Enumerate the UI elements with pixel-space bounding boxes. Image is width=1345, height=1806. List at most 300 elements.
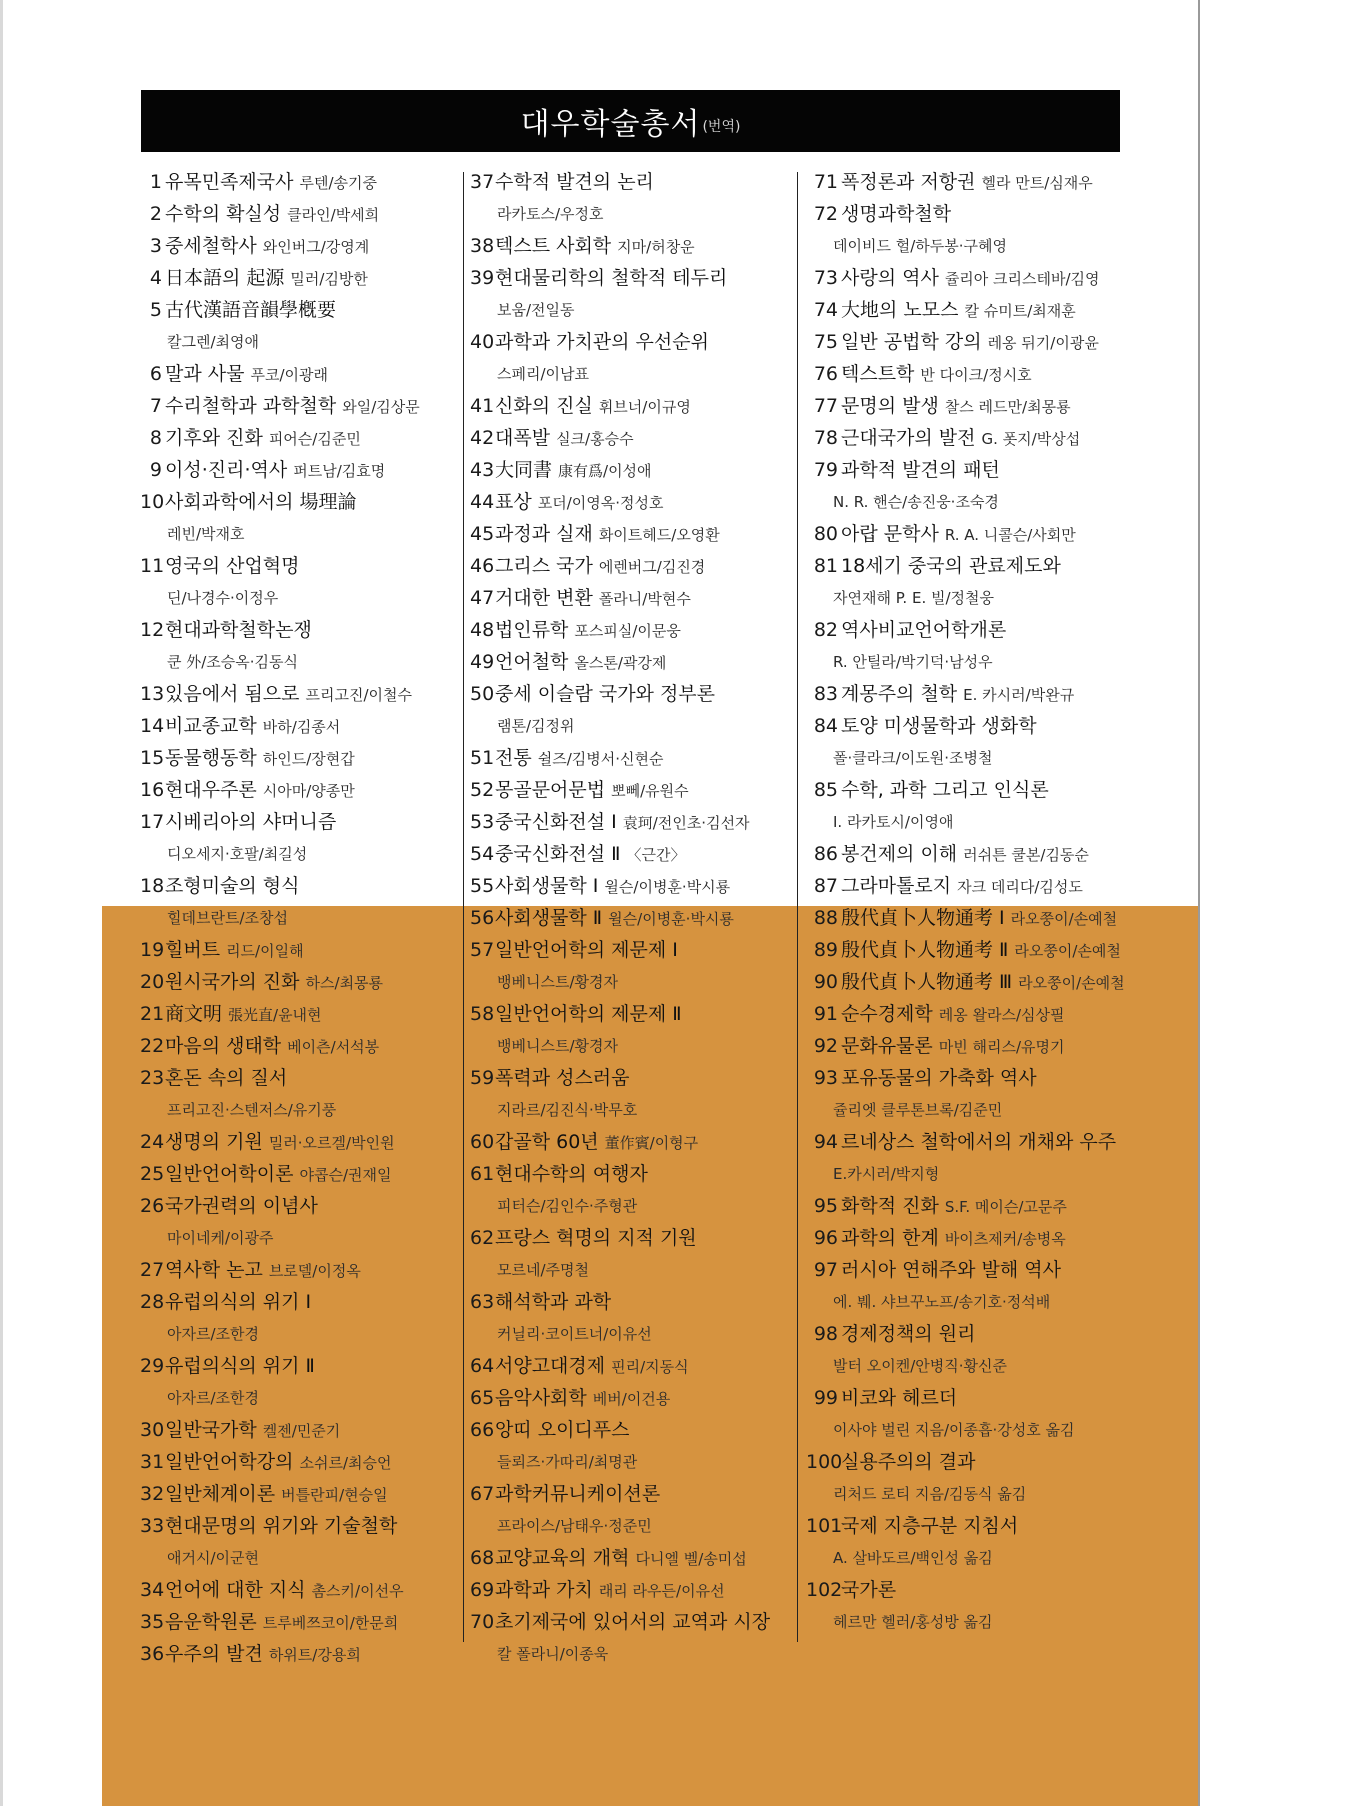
book-entry bbox=[140, 1446, 456, 1478]
book-entry-main-line bbox=[140, 1190, 456, 1222]
book-author-translator: 밀러/김방한 bbox=[290, 270, 368, 288]
book-entry-main-line bbox=[470, 1126, 790, 1158]
book-entry-main-line bbox=[470, 614, 790, 646]
book-title: 음운학원론 bbox=[165, 1611, 257, 1633]
book-author-translator: 포더/이영옥·정성호 bbox=[537, 494, 664, 512]
book-entry-main-line bbox=[806, 774, 1136, 806]
book-author-translator: 베버/이건용 bbox=[592, 1390, 671, 1408]
book-author-translator-line: 피터슨/김인수·주형관 bbox=[497, 1197, 638, 1215]
book-number: 9 bbox=[149, 459, 162, 481]
book-number: 30 bbox=[140, 1419, 165, 1441]
book-entry-main-line bbox=[140, 742, 456, 774]
book-title: 서양고대경제 bbox=[495, 1355, 606, 1377]
book-author-translator: 브로델/이정옥 bbox=[268, 1262, 361, 1280]
book-author-translator-line: 쿤 外/조승옥·김동식 bbox=[167, 653, 299, 671]
book-entry-main-line bbox=[806, 870, 1136, 902]
book-entry bbox=[140, 966, 456, 998]
book-author-translator: 실크/홍승수 bbox=[556, 430, 634, 448]
book-entry bbox=[470, 806, 790, 838]
book-number: 89 bbox=[813, 939, 838, 961]
book-entry-main-line bbox=[470, 1542, 790, 1574]
book-entry-main-line bbox=[140, 1606, 456, 1638]
book-number: 38 bbox=[470, 235, 495, 257]
book-entry-main-line bbox=[806, 1030, 1136, 1062]
book-number: 68 bbox=[470, 1547, 495, 1569]
book-number: 55 bbox=[470, 875, 495, 897]
book-entry bbox=[140, 1286, 456, 1350]
book-entry-main-line bbox=[140, 1638, 456, 1670]
book-title: 갑골학 60년 bbox=[495, 1131, 599, 1153]
book-author-translator: G. 폿지/박상섭 bbox=[981, 430, 1081, 448]
book-number: 50 bbox=[470, 683, 495, 705]
book-title: 조형미술의 형식 bbox=[165, 875, 300, 897]
book-author-translator: 董作賓/이형구 bbox=[604, 1134, 699, 1152]
book-title: 일반체계이론 bbox=[165, 1483, 276, 1505]
book-entry bbox=[806, 422, 1136, 454]
book-title: 일반 공법학 강의 bbox=[841, 331, 982, 353]
book-number: 37 bbox=[470, 171, 495, 193]
book-entry-main-line bbox=[806, 326, 1136, 358]
book-entry-main-line bbox=[140, 1158, 456, 1190]
book-author-translator-line: E.카시러/박지형 bbox=[833, 1165, 940, 1183]
book-title: 표상 bbox=[495, 491, 532, 513]
book-entry-main-line bbox=[140, 774, 456, 806]
book-title: 중국신화전설 Ⅰ bbox=[495, 811, 617, 833]
book-entry bbox=[140, 166, 456, 198]
book-entry-main-line bbox=[806, 1126, 1136, 1158]
book-title: 과학과 가치 bbox=[495, 1579, 593, 1601]
book-title: 해석학과 과학 bbox=[495, 1291, 612, 1313]
book-entry-main-line bbox=[470, 870, 790, 902]
book-author-translator: 프리고진/이철수 bbox=[305, 686, 413, 704]
book-entry bbox=[140, 1062, 456, 1126]
book-entry bbox=[806, 1574, 1136, 1638]
book-author-translator-line: 에. 붸. 샤브꾸노프/송기호·정석배 bbox=[833, 1293, 1051, 1311]
book-entry-main-line bbox=[140, 1478, 456, 1510]
book-entry-main-line bbox=[470, 326, 790, 358]
book-number: 87 bbox=[813, 875, 838, 897]
book-entry bbox=[470, 1606, 790, 1670]
book-entry-main-line bbox=[806, 390, 1136, 422]
book-title: 현대과학철학논쟁 bbox=[165, 619, 312, 641]
book-number: 91 bbox=[813, 1003, 838, 1025]
page-left-edge bbox=[0, 0, 3, 1806]
book-title: 힐버트 bbox=[165, 939, 221, 961]
book-entry-main-line bbox=[470, 1350, 790, 1382]
book-number: 7 bbox=[149, 395, 162, 417]
book-entry-main-line bbox=[470, 742, 790, 774]
book-number: 66 bbox=[470, 1419, 495, 1441]
book-number: 13 bbox=[140, 683, 165, 705]
book-entry-main-line bbox=[470, 166, 790, 198]
book-title: 아랍 문학사 bbox=[841, 523, 939, 545]
book-author-translator: 다니엘 벨/송미섭 bbox=[635, 1550, 747, 1568]
book-title: 시베리아의 샤머니즘 bbox=[165, 811, 337, 833]
book-list-column-3 bbox=[806, 166, 1136, 1638]
book-entry-main-line bbox=[140, 486, 456, 518]
book-entry bbox=[140, 454, 456, 486]
book-entry-main-line bbox=[806, 198, 1136, 230]
book-number: 8 bbox=[149, 427, 162, 449]
book-number: 88 bbox=[813, 907, 838, 929]
book-author-translator: 에렌버그/김진경 bbox=[598, 558, 706, 576]
book-author-translator: 레옹 뒤기/이광윤 bbox=[987, 334, 1099, 352]
book-number: 77 bbox=[813, 395, 838, 417]
book-entry bbox=[806, 1126, 1136, 1190]
book-entry bbox=[140, 390, 456, 422]
book-entry bbox=[806, 1446, 1136, 1510]
book-entry bbox=[806, 294, 1136, 326]
book-entry bbox=[140, 678, 456, 710]
book-number: 3 bbox=[149, 235, 162, 257]
book-number: 60 bbox=[470, 1131, 495, 1153]
book-author-translator: S.F. 메이슨/고문주 bbox=[944, 1198, 1067, 1216]
book-author-translator: 〈근간〉 bbox=[626, 846, 686, 864]
book-title: 역사비교언어학개론 bbox=[841, 619, 1007, 641]
book-author-translator: 라오쭝이/손예철 bbox=[1018, 974, 1125, 992]
book-entry-main-line bbox=[140, 262, 456, 294]
book-entry bbox=[140, 294, 456, 358]
book-title: 현대물리학의 철학적 테두리 bbox=[495, 267, 728, 289]
book-author-translator: 하스/최몽룡 bbox=[305, 974, 384, 992]
book-entry bbox=[140, 1158, 456, 1190]
book-entry bbox=[806, 934, 1136, 966]
book-entry bbox=[140, 710, 456, 742]
book-entry bbox=[140, 774, 456, 806]
book-entry bbox=[140, 934, 456, 966]
book-title: 초기제국에 있어서의 교역과 시장 bbox=[495, 1611, 771, 1633]
book-author-translator: 휘브너/이규영 bbox=[598, 398, 691, 416]
book-author-translator: 지마/허창운 bbox=[617, 238, 695, 256]
book-list-column-1 bbox=[140, 166, 456, 1670]
book-number: 31 bbox=[140, 1451, 165, 1473]
book-number: 41 bbox=[470, 395, 495, 417]
book-entry-main-line bbox=[470, 550, 790, 582]
book-number: 4 bbox=[149, 267, 162, 289]
book-entry-main-line bbox=[806, 166, 1136, 198]
book-title: 과학커뮤니케이션론 bbox=[495, 1483, 661, 1505]
series-title-bar bbox=[141, 90, 1120, 152]
book-entry-main-line bbox=[470, 454, 790, 486]
book-title: 러시아 연해주와 발해 역사 bbox=[841, 1259, 1062, 1281]
book-author-translator-line: 데이비드 헐/하두봉·구혜영 bbox=[833, 237, 1007, 255]
book-number: 33 bbox=[140, 1515, 165, 1537]
book-title: 앙띠 오이디푸스 bbox=[495, 1419, 630, 1441]
book-entry bbox=[806, 710, 1136, 774]
book-author-translator: 레옹 왈라스/심상필 bbox=[938, 1006, 1065, 1024]
book-entry-main-line bbox=[140, 998, 456, 1030]
book-entry bbox=[470, 390, 790, 422]
book-author-translator-line: 프라이스/남태우·정준민 bbox=[497, 1517, 652, 1535]
book-title: 순수경제학 bbox=[841, 1003, 933, 1025]
book-entry-main-line bbox=[140, 678, 456, 710]
book-title: 마음의 생태학 bbox=[165, 1035, 282, 1057]
book-entry bbox=[806, 678, 1136, 710]
book-author-translator-line: 아자르/조한경 bbox=[167, 1325, 259, 1343]
book-author-translator-line: 프리고진·스텐저스/유기풍 bbox=[167, 1101, 337, 1119]
book-entry bbox=[470, 550, 790, 582]
book-entry-main-line bbox=[806, 998, 1136, 1030]
book-title: 수학적 발견의 논리 bbox=[495, 171, 654, 193]
book-entry-main-line bbox=[140, 454, 456, 486]
book-author-translator: 피어슨/김준민 bbox=[268, 430, 361, 448]
book-title: 그리스 국가 bbox=[495, 555, 593, 577]
book-entry-main-line bbox=[140, 1446, 456, 1478]
book-number: 75 bbox=[813, 331, 838, 353]
book-number: 81 bbox=[813, 555, 838, 577]
series-title: 대우학술총서 bbox=[520, 107, 701, 142]
book-entry bbox=[806, 966, 1136, 998]
book-entry-main-line bbox=[140, 294, 456, 326]
book-entry bbox=[470, 742, 790, 774]
book-entry bbox=[470, 1478, 790, 1542]
book-number: 59 bbox=[470, 1067, 495, 1089]
book-entry-main-line bbox=[806, 934, 1136, 966]
book-entry-main-line bbox=[140, 1350, 456, 1382]
book-number: 25 bbox=[140, 1163, 165, 1185]
book-entry-main-line bbox=[140, 1414, 456, 1446]
book-entry bbox=[470, 1414, 790, 1478]
book-entry bbox=[140, 998, 456, 1030]
book-title: 殷代貞卜人物通考 Ⅲ bbox=[841, 971, 1013, 993]
book-number: 92 bbox=[813, 1035, 838, 1057]
book-author-translator-line: 보움/전일동 bbox=[497, 301, 575, 319]
book-number: 76 bbox=[813, 363, 838, 385]
book-author-translator: 푸코/이광래 bbox=[250, 366, 328, 384]
book-number: 101 bbox=[806, 1515, 843, 1537]
book-entry bbox=[470, 518, 790, 550]
book-title: 商文明 bbox=[165, 1003, 223, 1025]
book-author-translator-line: 뱅베니스트/황경자 bbox=[497, 973, 618, 991]
book-entry-main-line bbox=[470, 774, 790, 806]
book-entry-main-line bbox=[140, 390, 456, 422]
book-entry-main-line bbox=[470, 902, 790, 934]
column-divider-1 bbox=[463, 172, 464, 1642]
book-entry-main-line bbox=[470, 1062, 790, 1094]
book-entry bbox=[806, 1254, 1136, 1318]
book-title: 영국의 산업혁명 bbox=[165, 555, 300, 577]
book-entry bbox=[806, 838, 1136, 870]
book-title: 일반언어학의 제문제 Ⅰ bbox=[495, 939, 678, 961]
book-author-translator: 칼 슈미트/최재훈 bbox=[964, 302, 1076, 320]
book-title: 역사학 논고 bbox=[165, 1259, 263, 1281]
book-number: 102 bbox=[806, 1579, 843, 1601]
book-author-translator: 와인버그/강영계 bbox=[262, 238, 370, 256]
book-title: 일반국가학 bbox=[165, 1419, 257, 1441]
book-title: 전통 bbox=[495, 747, 532, 769]
book-entry-main-line bbox=[470, 1286, 790, 1318]
book-entry bbox=[470, 326, 790, 390]
book-entry bbox=[470, 774, 790, 806]
book-title: 국가론 bbox=[841, 1579, 897, 1601]
book-title: 토양 미생물학과 생화학 bbox=[841, 715, 1037, 737]
book-author-translator-line: 칼그렌/최영애 bbox=[167, 333, 259, 351]
book-title: 국제 지층구분 지침서 bbox=[841, 1515, 1019, 1537]
book-author-translator: 라오쭝이/손예철 bbox=[1014, 942, 1121, 960]
book-title: 있음에서 됨으로 bbox=[165, 683, 300, 705]
book-number: 15 bbox=[140, 747, 165, 769]
book-title: 과정과 실재 bbox=[495, 523, 593, 545]
book-entry bbox=[470, 902, 790, 934]
book-number: 28 bbox=[140, 1291, 165, 1313]
book-title: 텍스트 사회학 bbox=[495, 235, 612, 257]
book-author-translator: 康有爲/이성애 bbox=[558, 462, 652, 480]
book-number: 18 bbox=[140, 875, 165, 897]
book-author-translator: 시아마/양종만 bbox=[262, 782, 355, 800]
book-entry bbox=[470, 1222, 790, 1286]
book-entry-main-line bbox=[470, 646, 790, 678]
book-number: 95 bbox=[813, 1195, 838, 1217]
book-number: 14 bbox=[140, 715, 165, 737]
book-entry bbox=[470, 838, 790, 870]
book-author-translator: 자크 데리다/김성도 bbox=[957, 878, 1083, 896]
book-author-translator: 퍼트남/김효명 bbox=[293, 462, 386, 480]
book-entry bbox=[140, 422, 456, 454]
book-entry bbox=[806, 870, 1136, 902]
book-entry-main-line bbox=[806, 678, 1136, 710]
book-author-translator: 쉴즈/김병서·신현순 bbox=[537, 750, 664, 768]
book-number: 69 bbox=[470, 1579, 495, 1601]
book-author-translator: 쥴리아 크리스테바/김영 bbox=[944, 270, 1100, 288]
book-entry-main-line bbox=[806, 294, 1136, 326]
book-title: 문화유물론 bbox=[841, 1035, 933, 1057]
book-entry-main-line bbox=[806, 1574, 1136, 1606]
book-entry-main-line bbox=[470, 1414, 790, 1446]
page-right-edge bbox=[1198, 0, 1200, 1806]
book-author-translator: 래리 라우든/이유선 bbox=[598, 1582, 725, 1600]
book-entry bbox=[806, 1510, 1136, 1574]
book-author-translator: 바이츠제커/송병옥 bbox=[944, 1230, 1066, 1248]
book-title: 중세철학사 bbox=[165, 235, 257, 257]
book-number: 27 bbox=[140, 1259, 165, 1281]
book-author-translator-line: 칼 폴라니/이종욱 bbox=[497, 1645, 609, 1663]
book-number: 99 bbox=[813, 1387, 838, 1409]
book-entry bbox=[140, 550, 456, 614]
book-entry bbox=[140, 1606, 456, 1638]
book-entry bbox=[806, 550, 1136, 614]
book-entry-main-line bbox=[140, 230, 456, 262]
book-entry bbox=[140, 870, 456, 934]
book-entry-main-line bbox=[470, 678, 790, 710]
book-number: 62 bbox=[470, 1227, 495, 1249]
book-number: 49 bbox=[470, 651, 495, 673]
book-title: 법인류학 bbox=[495, 619, 569, 641]
book-title: 경제정책의 원리 bbox=[841, 1323, 976, 1345]
book-entry-main-line bbox=[140, 710, 456, 742]
book-title: 말과 사물 bbox=[165, 363, 245, 385]
book-author-translator: E. 카시러/박완규 bbox=[963, 686, 1075, 704]
book-entry-main-line bbox=[470, 582, 790, 614]
book-entry bbox=[140, 1510, 456, 1574]
book-author-translator-line: 스페리/이남표 bbox=[497, 365, 589, 383]
book-entry-main-line bbox=[806, 838, 1136, 870]
book-entry bbox=[806, 1190, 1136, 1222]
book-author-translator-line: 헤르만 헬러/홍성방 옮김 bbox=[833, 1613, 993, 1631]
book-entry bbox=[140, 806, 456, 870]
book-title: 대폭발 bbox=[495, 427, 551, 449]
book-number: 2 bbox=[149, 203, 162, 225]
book-author-translator: 켈젠/민준기 bbox=[262, 1422, 341, 1440]
book-entry-main-line bbox=[806, 1318, 1136, 1350]
book-title: 일반언어학강의 bbox=[165, 1451, 294, 1473]
book-author-translator: 윌슨/이병훈·박시룡 bbox=[604, 878, 731, 896]
book-title: 중세 이슬람 국가와 정부론 bbox=[495, 683, 716, 705]
book-number: 51 bbox=[470, 747, 495, 769]
book-number: 97 bbox=[813, 1259, 838, 1281]
book-number: 10 bbox=[140, 491, 165, 513]
book-author-translator-line: 모르네/주명철 bbox=[497, 1261, 589, 1279]
book-title: 大地의 노모스 bbox=[841, 299, 959, 321]
book-author-translator-line: 딘/나경수·이정우 bbox=[167, 589, 279, 607]
book-number: 71 bbox=[813, 171, 838, 193]
book-entry-main-line bbox=[470, 1574, 790, 1606]
book-entry-main-line bbox=[140, 1574, 456, 1606]
book-author-translator: 베이츤/서석봉 bbox=[287, 1038, 380, 1056]
book-entry bbox=[470, 582, 790, 614]
book-title: 생명의 기원 bbox=[165, 1131, 263, 1153]
book-number: 98 bbox=[813, 1323, 838, 1345]
book-title: 교양교육의 개혁 bbox=[495, 1547, 630, 1569]
book-title: 수학의 확실성 bbox=[165, 203, 282, 225]
book-author-translator-line: 뱅베니스트/황경자 bbox=[497, 1037, 618, 1055]
book-entry-main-line bbox=[140, 870, 456, 902]
book-number: 56 bbox=[470, 907, 495, 929]
book-number: 84 bbox=[813, 715, 838, 737]
book-author-translator: 뽀뻬/유원수 bbox=[611, 782, 689, 800]
book-number: 63 bbox=[470, 1291, 495, 1313]
book-title: 원시국가의 진화 bbox=[165, 971, 300, 993]
book-author-translator-line: 폴·클라크/이도원·조병철 bbox=[833, 749, 993, 767]
book-number: 48 bbox=[470, 619, 495, 641]
book-author-translator: 올스톤/곽강제 bbox=[574, 654, 667, 672]
book-entry bbox=[470, 614, 790, 646]
book-entry-main-line bbox=[140, 1510, 456, 1542]
book-author-translator-line: I. 라카토시/이영애 bbox=[833, 813, 954, 831]
book-number: 46 bbox=[470, 555, 495, 577]
book-entry bbox=[470, 1542, 790, 1574]
book-number: 11 bbox=[140, 555, 165, 577]
book-entry-main-line bbox=[806, 902, 1136, 934]
book-entry-main-line bbox=[140, 614, 456, 646]
book-entry bbox=[140, 230, 456, 262]
book-title: 사회과학에서의 場理論 bbox=[165, 491, 357, 513]
book-entry-main-line bbox=[806, 1510, 1136, 1542]
book-entry-main-line bbox=[806, 422, 1136, 454]
book-entry bbox=[470, 646, 790, 678]
book-entry-main-line bbox=[470, 390, 790, 422]
book-number: 52 bbox=[470, 779, 495, 801]
book-author-translator: 張光直/윤내현 bbox=[228, 1006, 322, 1024]
column-divider-2 bbox=[797, 172, 798, 1642]
book-author-translator: 클라인/박세희 bbox=[287, 206, 380, 224]
book-entry-main-line bbox=[470, 934, 790, 966]
book-title: 현대문명의 위기와 기술철학 bbox=[165, 1515, 398, 1537]
book-title: 근대국가의 발전 bbox=[841, 427, 976, 449]
book-number: 72 bbox=[813, 203, 838, 225]
book-title: 현대수학의 여행자 bbox=[495, 1163, 648, 1185]
book-entry bbox=[470, 998, 790, 1062]
book-entry-main-line bbox=[470, 1158, 790, 1190]
book-author-translator-line: 레빈/박재호 bbox=[167, 525, 245, 543]
book-number: 23 bbox=[140, 1067, 165, 1089]
book-author-translator: 러쉬튼 쿨본/김동순 bbox=[963, 846, 1089, 864]
book-entry bbox=[140, 614, 456, 678]
book-number: 80 bbox=[813, 523, 838, 545]
book-entry-main-line bbox=[470, 1606, 790, 1638]
book-entry bbox=[470, 1126, 790, 1158]
book-number: 73 bbox=[813, 267, 838, 289]
book-title: 유목민족제국사 bbox=[165, 171, 294, 193]
